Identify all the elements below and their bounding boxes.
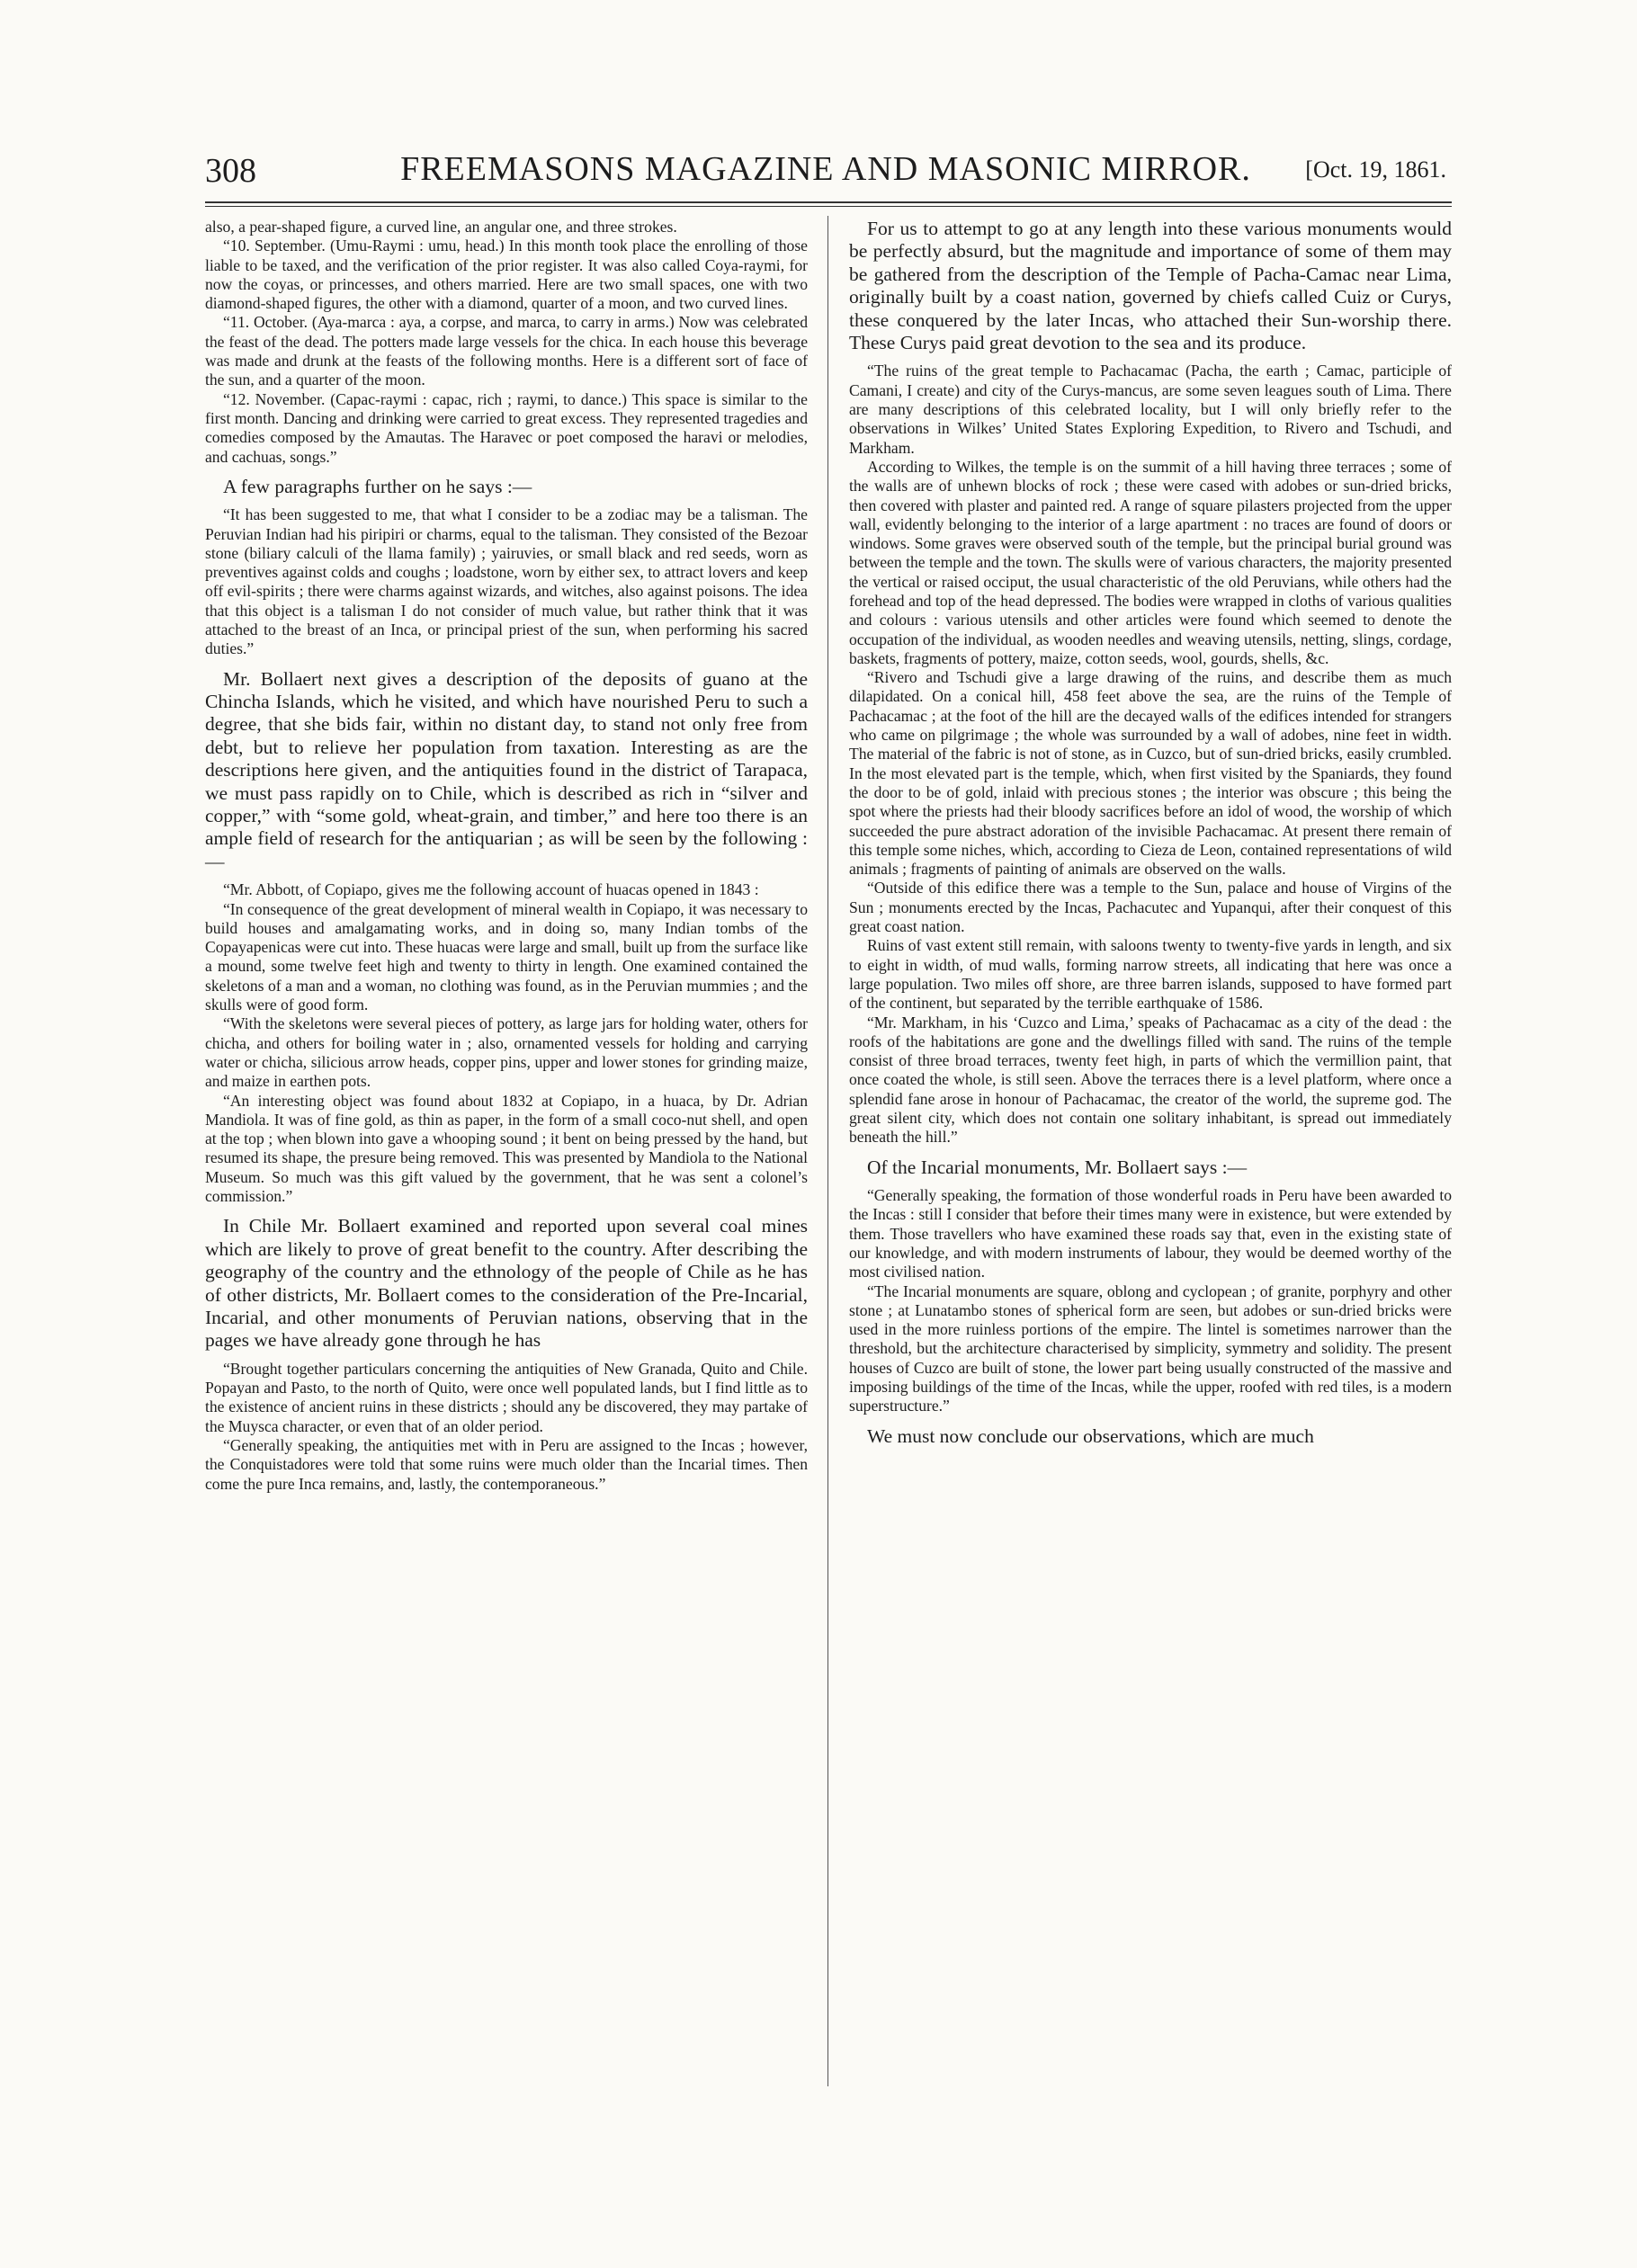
paragraph: For us to attempt to go at any length into these various monuments would be perfectly absurd, but the magnitude and importance of some of them may be gathered from the description of the Temple of Pacha-Camac near Lima, originally built by a coast nation, governed by chiefs called Cuiz or Curys, these conquered by the later Incas, who attached their Sun-worship there. These Curys paid great devotion to the sea and its produce. [849, 218, 1452, 354]
paragraph: Ruins of vast extent still remain, with saloons twenty to twenty-five yards in length, and six to eight in width, of mud walls, forming narrow streets, all indicating that here was once a large population. Two miles off shore, are three barren islands, supposed to have formed part of the continent, but separated by the terrible earthquake of 1586. [849, 936, 1452, 1013]
paragraph: also, a pear-shaped figure, a curved line, an angular one, and three strokes. [205, 218, 677, 236]
left-column [205, 218, 808, 1494]
paragraph: “12. November. (Capac-raymi : capac, rich ; raymi, to dance.) This space is similar to the first month. Dancing and drinking were carried to great excess. They represented tragedies and comedies composed by the Amautas. The Haravec or poet composed the haravi or melodies, and cachuas, songs.” [205, 389, 808, 466]
paragraph: “Brought together particulars concerning the antiquities of New Granada, Quito and Chile. Popayan and Pasto, to the north of Quito, were once well populated lands, but I find little as to the existence of ancient ruins in these districts ; should any be discovered, they may partake of the Muysca character, or even that of an older period. [205, 1359, 808, 1435]
paragraph: Of the Incarial monuments, Mr. Bollaert says :— [867, 1156, 1248, 1178]
paragraph: “It has been suggested to me, that what I consider to be a zodiac may be a talisman. The Peruvian Indian had his piripiri or charms, equal to the talisman. They consisted of the Bezoar stone (biliary calculi of the llama family) ; yairuvies, or small black and red seeds, worn as preventives against colds and coughs ; loadstone, worn by either sex, to attract lovers and keep off evil-spirits ; there were charms against wizards, and witches, also against poisons. The idea that this object is a talisman I do not consider of much value, but rather think that it was attached to the breast of an Inca, or principal priest of the sun, when performing his sacred duties.” [205, 505, 808, 658]
page-number: 308 [205, 152, 256, 190]
paragraph: Mr. Bollaert next gives a description of the deposits of guano at the Chincha Islands, which he visited, and which have nourished Peru to such a degree, that she bids fair, within no distant day, to stand not only free from debt, but to relieve her population from taxation. Interesting as are the descriptions here given, and the antiquities found in the district of Tarapaca, we must pass rapidly on to Chile, which is described as rich in “silver and copper,” with “some gold, wheat-grain, and timber,” and here too there is an ample field of research for the antiquarian ; as will be seen by the following :— [205, 667, 808, 872]
paragraph: A few paragraphs further on he says :— [223, 475, 532, 497]
paragraph: “An interesting object was found about 1832 at Copiapo, in a huaca, by Dr. Adrian Mandiola. It was of fine gold, as thin as paper, in the form of a small coco-nut shell, and open at the top ; when blown into gave a whooping sound ; it bent on being pressed by the hand, but resumed its shape, the presure being removed. This was presented by Mandiola to the National Museum. So much was this gift valued by the government, that he was sent a colonel’s commission.” [205, 1091, 808, 1206]
paragraph: “Rivero and Tschudi give a large drawing of the ruins, and describe them as much dilapidated. On a conical hill, 458 feet above the sea, are the ruins of the Temple of Pachacamac ; at the foot of the hill are the decayed walls of the edifices intended for strangers who came on pilgrimage ; the whole was surrounded by a wall of adobes, nine feet in width. The material of the fabric is not of stone, as in Cuzco, but of sun-dried bricks, easily crumbled. In the most elevated part is the temple, which, when first visited by the Spaniards, they found the door to be of gold, inlaid with precious stones ; the interior was obscure ; this being the spot where the priests had their bloody sacrifices before an idol of wood, the worship of which succeeded the pure abstract adoration of the invisible Pachacamac. At present there remain of this temple some niches, which, according to Cieza de Leon, contained representations of wild animals ; fragments of painting of animals are observed on the walls. [849, 668, 1452, 879]
paragraph: “Generally speaking, the formation of those wonderful roads in Peru have been awarded to the Incas : still I consider that before their times many were in existence, but were extended by them. Those travellers who have examined these roads say that, even in the existing state of our knowledge, and with modern instruments of labour, they would be deemed worthy of the most civilised nation. [849, 1186, 1452, 1281]
paragraph: “Mr. Markham, in his ‘Cuzco and Lima,’ speaks of Pachacamac as a city of the dead : the roofs of the habitations are gone and the dwellings filled with sand. The ruins of the temple consist of three broad terraces, twenty feet high, in parts of which the vermillion paint, that once coated the whole, is still seen. Above the terraces there is a level platform, where once a splendid fane arose in honour of Pachacamac, the creator of the world, the supreme god. The great silent city, which does not contain one solitary inhabitant, is spread out immediately beneath the hill.” [849, 1013, 1452, 1147]
paragraph: According to Wilkes, the temple is on the summit of a hill having three terraces ; some of the walls are of unhewn blocks of rock ; these were cased with adobes or sun-dried bricks, then covered with plaster and painted red. A range of square pilasters projected from the upper wall, evidently belonging to the interior of a large apartment : no traces are found of doors or windows. Some graves were observed south of the temple, but the principal burial ground was between the temple and the town. The skulls were of various characters, the majority presented the vertical or raised occiput, the usual characteristic of the old Peruvians, while others had the forehead and top of the head depressed. The bodies were wrapped in cloths of various qualities and colours : various utensils and other articles were found which seemed to denote the occupation of the individual, as wooden needles and weaving utensils, netting, slings, cordage, baskets, fragments of pottery, maize, cotton seeds, wool, gourds, shells, &c. [849, 457, 1452, 667]
paragraph: “The Incarial monuments are square, oblong and cyclopean ; of granite, porphyry and other stone ; at Lunatambo stones of spherical form are seen, but adobes or sun-dried bricks were used in the more ruinless portions of the empire. The lintel is sometimes narrower than the threshold, but the architecture characterised by simplicity, symmetry and solidity. The present houses of Cuzco are built of stone, the lower part being usually constructed of the massive and imposing buildings of the time of the Incas, while the upper, roofed with red tiles, is a modern superstructure.” [849, 1281, 1452, 1415]
header-rule-thin [205, 206, 1452, 207]
paragraph: “In consequence of the great development of mineral wealth in Copiapo, it was necessary to build houses and amalgamating works, and in doing so, many Indian tombs of the Copayapenicas were cut into. These huacas were large and small, built up from the surface like a mound, some twelve feet high and twenty to thirty in length. One examined contained the skeletons of a man and a woman, no clothing was found, as in the Peruvian mummies ; and the skulls were of good form. [205, 899, 808, 1014]
paragraph: “Generally speaking, the antiquities met with in Peru are assigned to the Incas ; however, the Conquistadores were told that some ruins were much older than the Incarial times. Then come the pure Inca remains, and, lastly, the contemporaneous.” [205, 1435, 808, 1493]
paragraph: “11. October. (Aya-marca : aya, a corpse, and marca, to carry in arms.) Now was celebrated the feast of the dead. The potters made large vessels for the chica. In each house this beverage was made and drunk at the feasts of the following months. Here is a different sort of face of the sun, and a quarter of the moon. [205, 313, 808, 389]
paragraph: We must now conclude our observations, which are much [867, 1424, 1314, 1447]
page-header [205, 144, 1446, 198]
paragraph: In Chile Mr. Bollaert examined and reported upon several coal mines which are likely to prove of great benefit to the country. After describing the geography of the country and the ethnology of the people of Chile as he has of other districts, Mr. Bollaert comes to the consideration of the Pre-Incarial, Incarial, and other monuments of Peruvian nations, observing that in the pages we have already gone through he has [205, 1215, 808, 1352]
paragraph: “Outside of this edifice there was a temple to the Sun, palace and house of Virgins of the Sun ; monuments erected by the Incas, Pachacutec and Yupanqui, after their conquest of this great coast nation. [849, 879, 1452, 936]
paragraph: “10. September. (Umu-Raymi : umu, head.) In this month took place the enrolling of those liable to be taxed, and the verification of the prior register. It was also called Coya-raymi, for now the coyas, or princesses, and others married. Here are two small spaces, one with two diamond-shaped figures, the other with a diamond, quarter of a moon, and two curved lines. [205, 237, 808, 313]
issue-date: [Oct. 19, 1861. [1305, 156, 1446, 183]
paragraph: “The ruins of the great temple to Pachacamac (Pacha, the earth ; Camac, participle of Camani, I create) and city of the Curys-mancus, are some seven leagues south of Lima. There are many descriptions of this celebrated locality, but I will only briefly refer to the observations in Wilkes’ United States Exploring Expedition, to Rivero and Tschudi, and Markham. [849, 362, 1452, 457]
paragraph: “With the skeletons were several pieces of pottery, as large jars for holding water, others for chicha, and others for boiling water in ; also, ornamented vessels for holding and carrying water or chicha, silicious arrow heads, copper pins, upper and lower stones for grinding maize, and maize in earthen pots. [205, 1014, 808, 1091]
column-divider [827, 216, 828, 2086]
header-rule [205, 201, 1452, 203]
right-column [849, 218, 1452, 1455]
paragraph: “Mr. Abbott, of Copiapo, gives me the following account of huacas opened in 1843 : [223, 880, 759, 899]
masthead-title: FREEMASONS MAGAZINE AND MASONIC MIRROR. [400, 150, 1251, 188]
